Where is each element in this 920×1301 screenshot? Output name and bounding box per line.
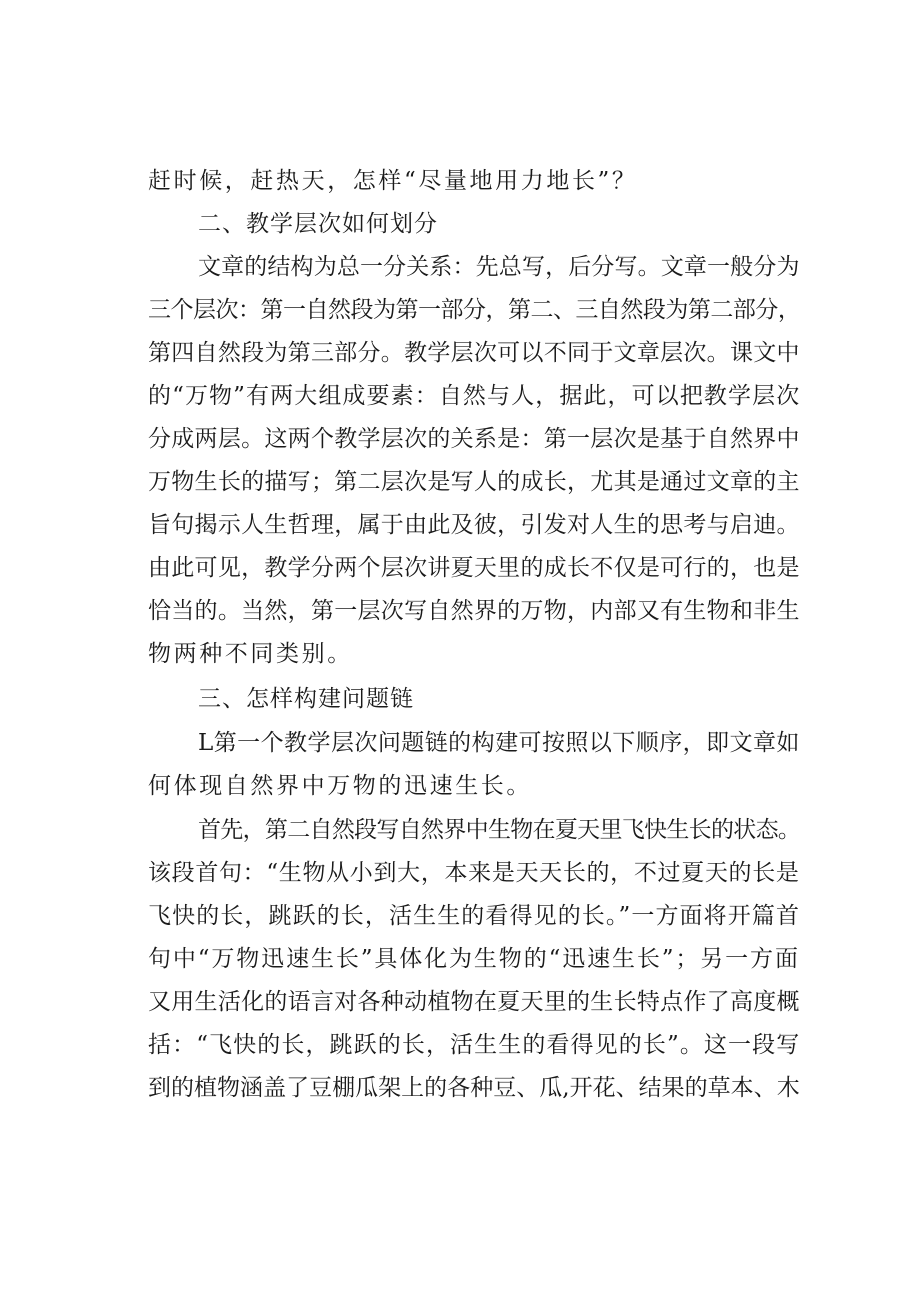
body-line: 万物生长的描写；第二层次是写人的成长，尤其是通过文章的主	[148, 469, 800, 495]
body-line: 句中“万物迅速生长”具体化为生物的“迅速生长”；另一方面	[148, 946, 800, 972]
body-line: 飞快的长，跳跃的长，活生生的看得见的长。”一方面将开篇首	[148, 903, 801, 929]
body-line: 文章的结构为总一分关系：先总写，后分写。文章一般分为	[198, 254, 800, 280]
body-line: 赶时候，赶热天，怎样“尽量地用力地长”？	[148, 168, 638, 194]
body-line: 该段首句：“生物从小到大，本来是天天长的，不过夏天的长是	[148, 860, 800, 886]
body-line: 何体现自然界中万物的迅速生长。	[148, 773, 532, 799]
body-line: 到的植物涵盖了豆棚瓜架上的各种豆、瓜,开花、结果的草本、木	[148, 1075, 800, 1101]
body-line: 旨句揭示人生哲理，属于由此及彼，引发对人生的思考与启迪。	[148, 512, 800, 538]
body-line: 三个层次：第一自然段为第一部分，第二、三自然段为第二部分，	[148, 297, 801, 323]
body-line: 第四自然段为第三部分。教学层次可以不同于文章层次。课文中	[148, 340, 800, 366]
body-line: L第一个教学层次问题链的构建可按照以下顺序，即文章如	[198, 730, 800, 756]
body-line: 首先，第二自然段写自然界中生物在夏天里飞快生长的状态。	[198, 817, 801, 843]
body-line: 恰当的。当然，第一层次写自然界的万物，内部又有生物和非生	[148, 598, 800, 624]
body-line: 又用生活化的语言对各种动植物在夏天里的生长特点作了高度概	[148, 989, 800, 1015]
body-line: 由此可见，教学分两个层次讲夏天里的成长不仅是可行的，也是	[148, 555, 800, 581]
body-line: 的“万物”有两大组成要素：自然与人，据此，可以把教学层次	[148, 383, 801, 409]
body-line: 物两种不同类别。	[148, 641, 353, 667]
section-heading: 二、教学层次如何划分	[198, 211, 438, 237]
body-line: 分成两层。这两个教学层次的关系是：第一层次是基于自然界中	[148, 426, 800, 452]
section-heading: 三、怎样构建问题链	[198, 686, 414, 712]
body-line: 括：“飞快的长，跳跃的长，活生生的看得见的长”。这一段写	[148, 1032, 801, 1058]
